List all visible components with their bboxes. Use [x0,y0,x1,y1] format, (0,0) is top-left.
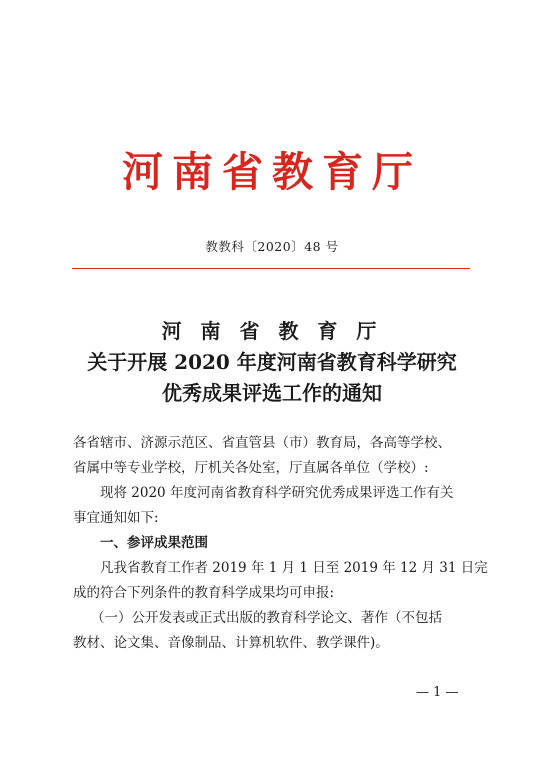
red-divider [72,268,470,269]
item1-line-1: （一）公开发表或正式出版的教育科学论文、著作（不包括 [91,610,442,626]
intro-line-1: 现将 2020 年度河南省教育科学研究优秀成果评选工作有关 [100,485,454,501]
section1-paragraph-line-2: 成的符合下列条件的教育科学成果均可申报: [73,585,335,601]
item1-line-2: 教材、论文集、音像制品、计算机软件、教学课件)。 [73,635,389,651]
title-line-2: 关于开展 2020 年度河南省教育科学研究 [87,350,457,374]
addressee-line-1: 各省辖市、济源示范区、省直管县（市）教育局，各高等学校、 [73,435,451,451]
page-number: — 1 — [416,685,459,700]
issuer-header: 河南省教育厅 [122,148,422,196]
intro-line-2: 事宜通知如下: [73,510,159,526]
section1-paragraph-line-1: 凡我省教育工作者 2019 年 1 月 1 日至 2019 年 12 月 31 日完 [100,560,488,576]
addressee-line-2: 省属中等专业学校，厅机关各处室，厅直属各单位（学校）: [73,460,429,476]
section-heading-1: 一、参评成果范围 [100,535,208,551]
body-text [73,431,488,656]
title-line-3: 优秀成果评选工作的通知 [162,381,382,405]
notice-title [0,316,544,409]
document-number: 教教科〔2020〕48 号 [205,239,339,254]
title-line-1: 河 南 省 教 育 厅 [161,319,383,343]
